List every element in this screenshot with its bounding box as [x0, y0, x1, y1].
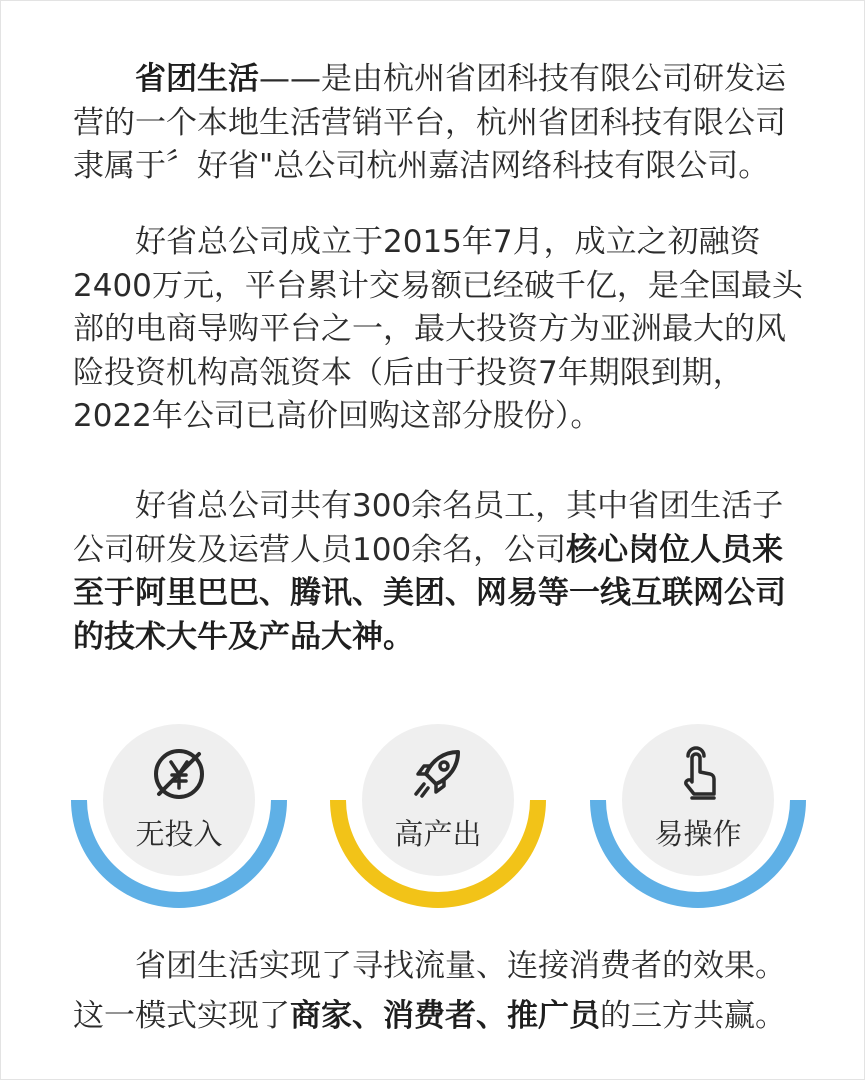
brand-name: 省团生活: [135, 61, 259, 97]
feature-easy-operation: [590, 720, 806, 910]
history-paragraph: 好省总公司成立于2015年7月，成立之初融资2400万元，平台累计交易额已经破千亿，是全国最头部的电商导购平台之一，最大投资方为亚洲最大的风险投资机构高瓴资本（后由于投资7年期限到期，2022年公司已高价回购这部分股份）。: [73, 224, 803, 434]
team-paragraph: [73, 485, 813, 659]
feature-label: 无投入: [135, 817, 223, 851]
intro-paragraph: [73, 58, 813, 189]
feature-list: [0, 720, 865, 920]
closing-line-2: [73, 995, 813, 1039]
no-yuan-icon: [149, 744, 209, 804]
team-text: 好省总公司共有300余名员工，其中省团生活子公司研发及运营人员100余名，公司: [73, 488, 784, 568]
tap-hand-icon: [668, 744, 728, 804]
intro-text: ——是由杭州省团科技有限公司研发运营的一个本地生活营销平台，杭州省团科技有限公司隶属于〞好省"总公司杭州嘉洁网络科技有限公司。: [73, 61, 786, 184]
closing-highlight: 商家、消费者、推广员: [290, 998, 600, 1034]
closing-prefix: 这一模式实现了: [73, 998, 290, 1034]
closing-suffix: 的三方共赢。: [600, 998, 786, 1034]
team-highlight: 核心岗位人员来至于阿里巴巴、腾讯、美团、网易等一线互联网公司的技术大牛及产品大神。: [73, 531, 786, 655]
feature-label: 高产出: [394, 817, 482, 851]
rocket-icon: [408, 744, 468, 804]
feature-high-output: [330, 720, 546, 910]
closing-line-1: 省团生活实现了寻找流量、连接消费者的效果。: [135, 948, 786, 984]
feature-label: 易操作: [654, 817, 742, 851]
feature-no-investment: [71, 720, 287, 910]
